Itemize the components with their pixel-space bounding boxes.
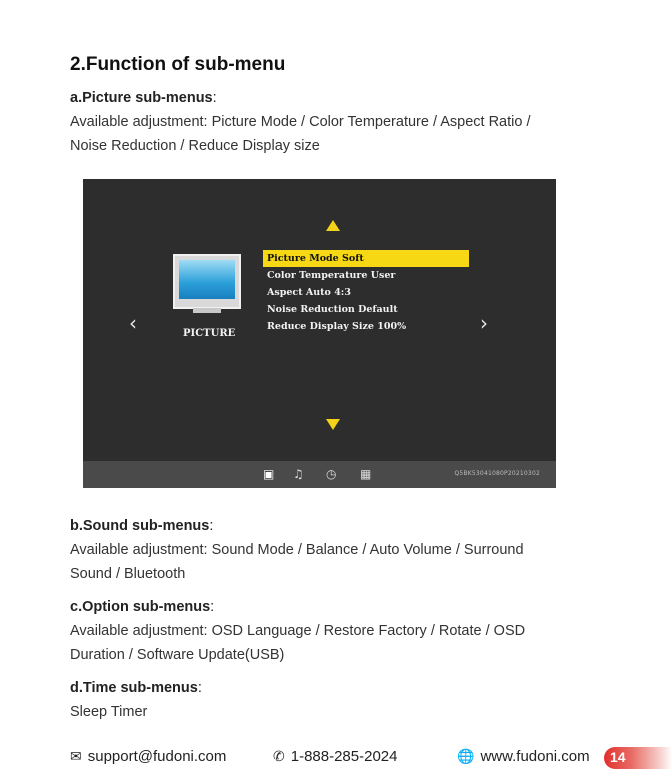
- menu-item-noise-reduction: Noise Reduction Default: [267, 304, 398, 315]
- picture-tab-icon: ▣: [263, 467, 275, 481]
- monitor-icon: [173, 254, 241, 309]
- page-footer: [0, 747, 672, 769]
- envelope-icon: ✉: [70, 749, 82, 765]
- option-submenu-body: [70, 619, 590, 667]
- firmware-serial: Q5BK53041080P20210302: [454, 470, 540, 477]
- phone-icon: ✆: [273, 749, 285, 765]
- category-label: PICTURE: [183, 328, 236, 339]
- menu-item-reduce-display-size: Reduce Display Size 100%: [267, 321, 407, 332]
- sound-tab-icon: ♫: [293, 467, 304, 481]
- heading-colon: :: [212, 90, 217, 106]
- sound-submenu-body: [70, 538, 590, 586]
- option-submenu-section: [70, 595, 590, 667]
- body-line: Duration / Software Update(USB): [70, 647, 285, 663]
- time-heading-text: d.Time sub-menus: [70, 680, 198, 696]
- sound-heading-text: b.Sound sub-menus: [70, 518, 210, 534]
- website-text: www.fudoni.com: [480, 748, 590, 765]
- body-line: Sound / Bluetooth: [70, 566, 186, 582]
- email-text: support@fudoni.com: [87, 748, 227, 765]
- body-line: Available adjustment: OSD Language / Restore Factory / Rotate / OSD: [70, 623, 526, 639]
- time-submenu-heading: [70, 676, 590, 700]
- heading-colon: :: [209, 518, 214, 534]
- picture-submenu-body: [70, 110, 590, 158]
- chevron-right-icon: ›: [480, 311, 488, 335]
- time-tab-icon: ◷: [326, 467, 337, 481]
- option-submenu-heading: [70, 595, 590, 619]
- body-line: Available adjustment: Picture Mode / Color Temperature / Aspect Ratio /: [70, 114, 531, 130]
- footer-website[interactable]: [457, 748, 590, 765]
- picture-submenu-section: [70, 86, 590, 158]
- body-line: Noise Reduction / Reduce Display size: [70, 138, 320, 154]
- body-line: Available adjustment: Sound Mode / Balance / Auto Volume / Surround: [70, 542, 524, 558]
- osd-menu-list: [263, 250, 469, 335]
- osd-bottom-bar: [83, 461, 556, 488]
- menu-item-aspect: Aspect Auto 4:3: [267, 287, 351, 298]
- menu-item-color-temperature: Color Temperature User: [267, 270, 396, 281]
- down-arrow-icon: [326, 419, 340, 430]
- chevron-left-icon: ‹: [129, 311, 137, 335]
- osd-screenshot: [83, 179, 556, 488]
- option-heading-text: c.Option sub-menus: [70, 599, 211, 615]
- picture-heading-text: a.Picture sub-menus: [70, 90, 213, 106]
- footer-email[interactable]: [70, 748, 226, 765]
- sound-submenu-heading: [70, 514, 590, 538]
- page-number: 14: [610, 749, 626, 765]
- phone-text: 1-888-285-2024: [290, 748, 398, 765]
- time-submenu-section: [70, 676, 590, 724]
- up-arrow-icon: [326, 220, 340, 231]
- picture-submenu-heading: [70, 86, 590, 110]
- page-number-tab: [604, 747, 672, 769]
- body-line: Sleep Timer: [70, 704, 148, 720]
- option-tab-icon: ▦: [360, 467, 372, 481]
- heading-colon: :: [197, 680, 202, 696]
- heading-colon: :: [210, 599, 215, 615]
- footer-phone[interactable]: [273, 748, 398, 765]
- sound-submenu-section: [70, 514, 590, 586]
- globe-icon: 🌐: [457, 749, 475, 765]
- time-submenu-body: [70, 700, 590, 724]
- menu-item-picture-mode: Picture Mode Soft: [263, 250, 469, 267]
- section-title: 2.Function of sub-menu: [70, 54, 286, 75]
